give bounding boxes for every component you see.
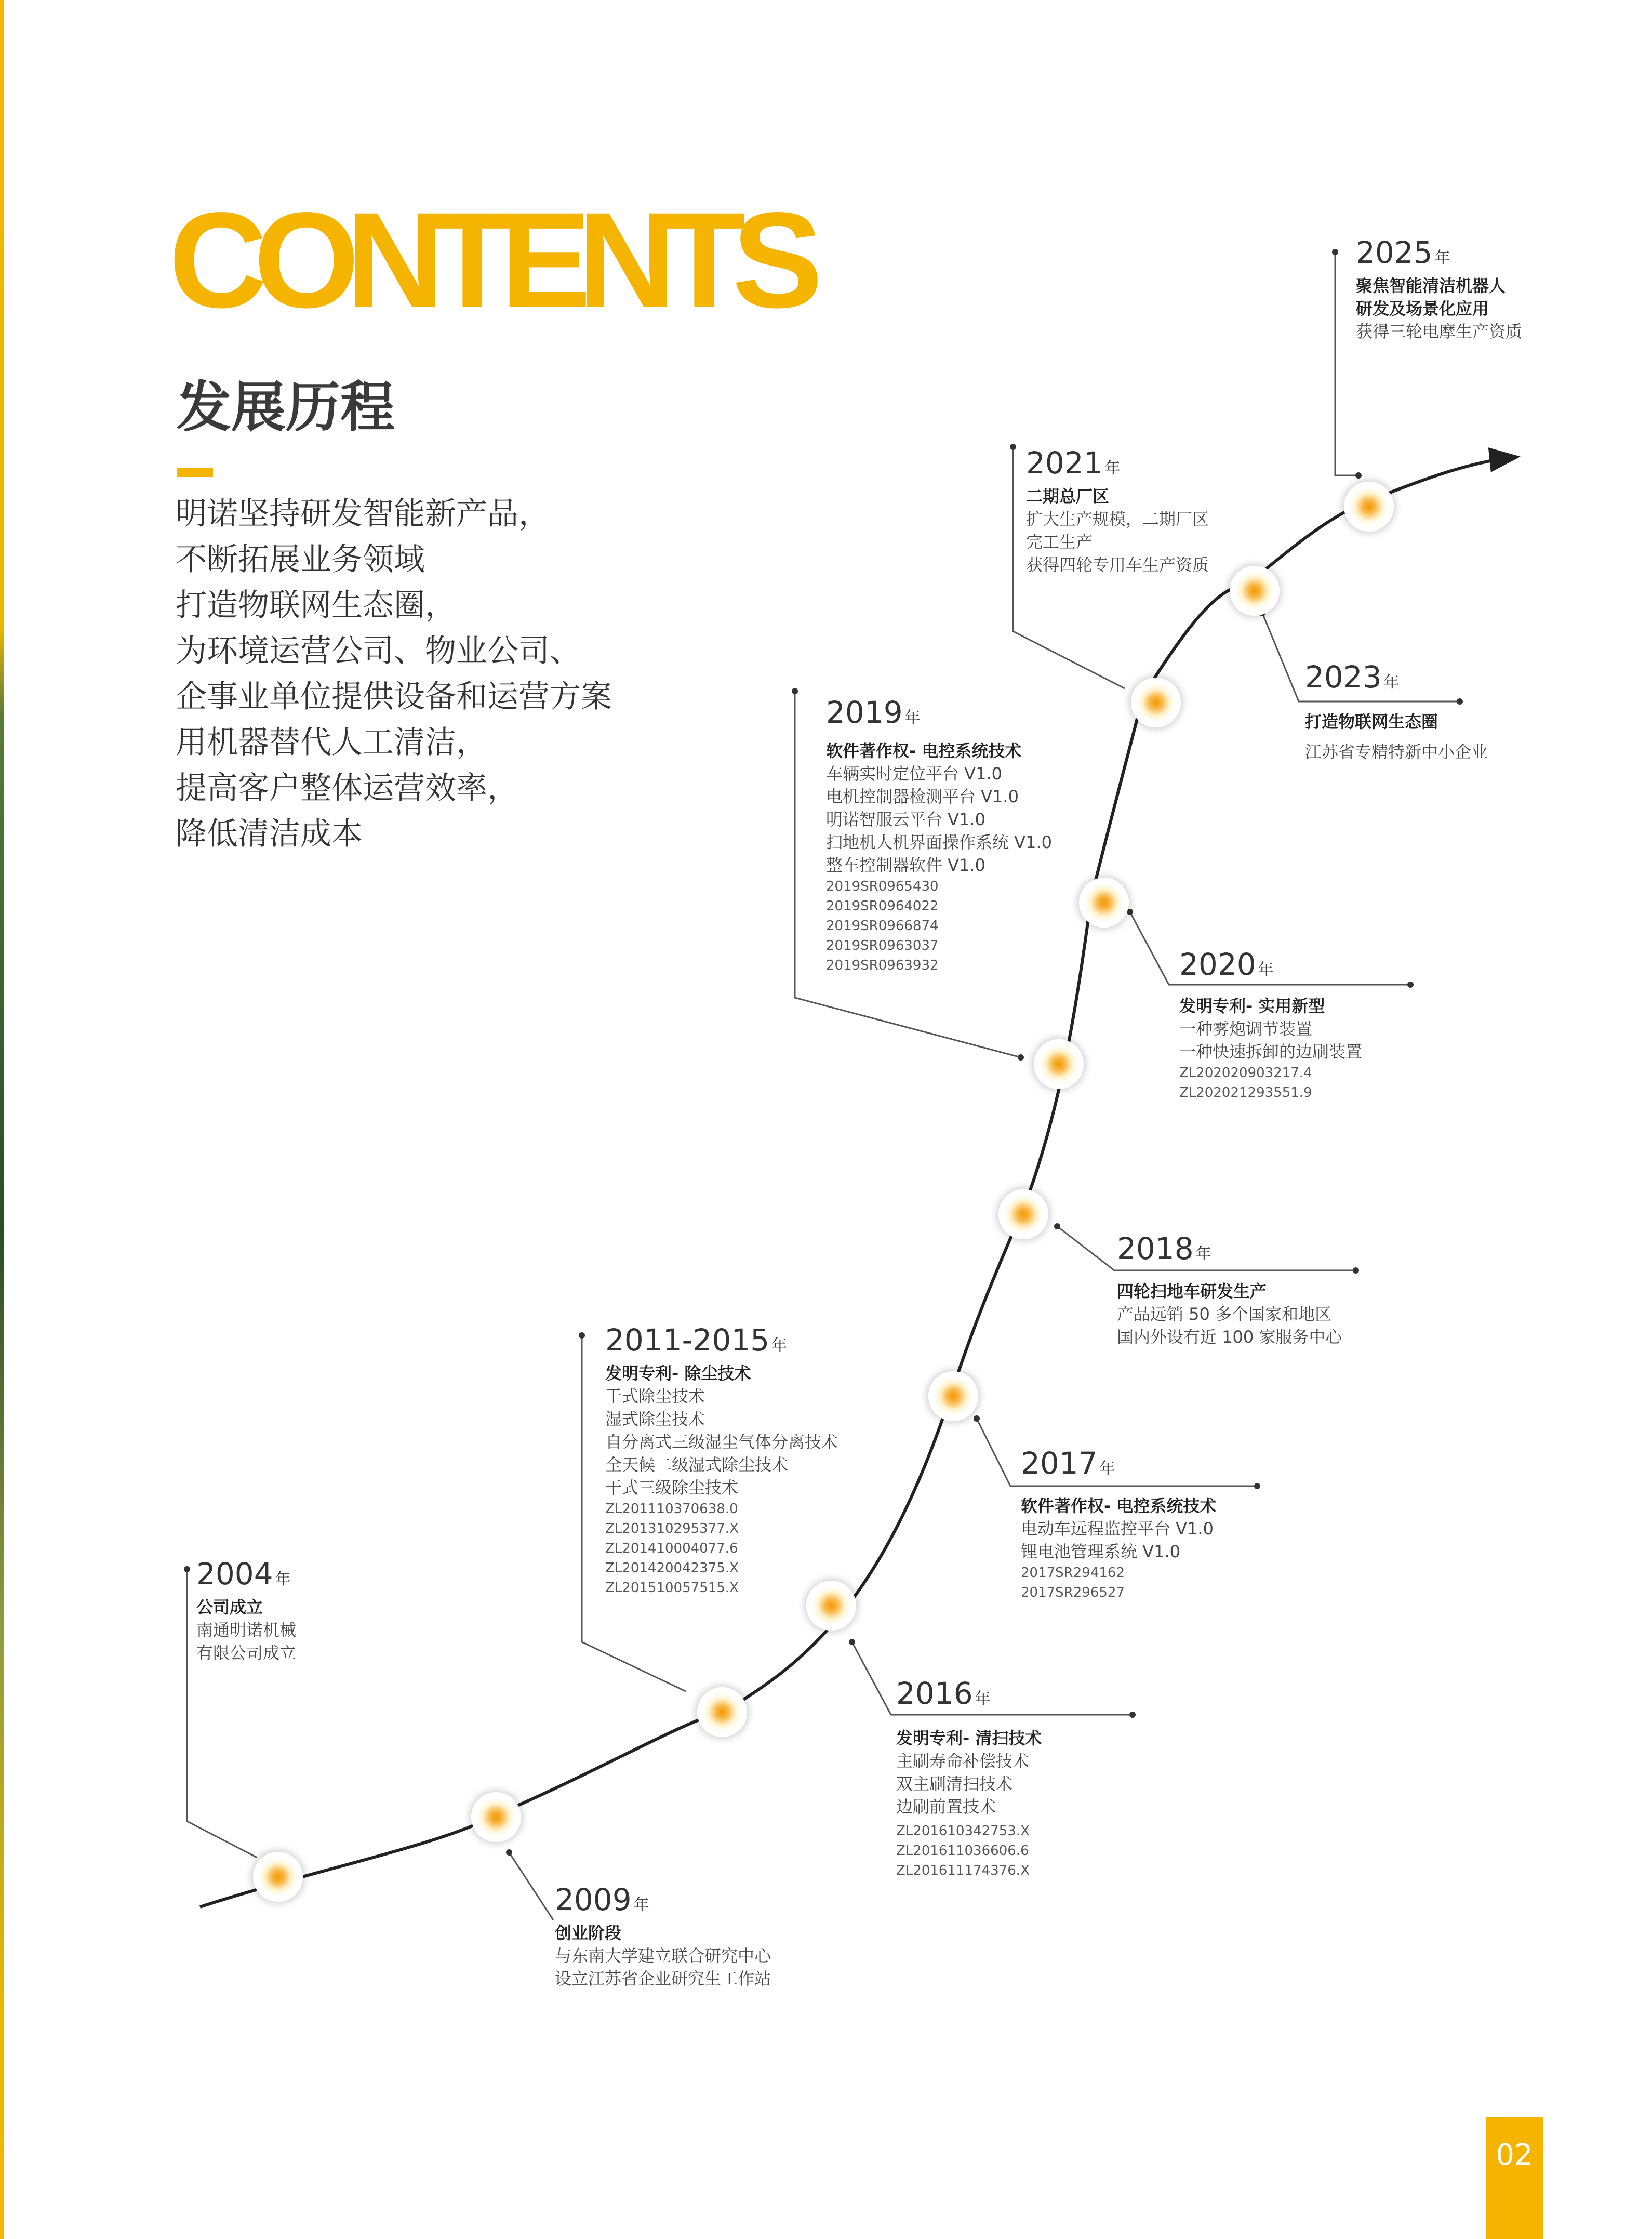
- milestone-line: 产品远销 50 多个国家和地区: [1117, 1304, 1332, 1324]
- software-code: 2019SR0964022: [826, 898, 939, 914]
- milestone-year: 2025 年: [1356, 235, 1450, 270]
- milestone-line: 获得四轮专用车生产资质: [1026, 555, 1209, 575]
- patent-code: ZL201110370638.0: [605, 1501, 738, 1517]
- milestone-line: 与东南大学建立联合研究中心: [555, 1946, 771, 1966]
- milestone-line: 全天候二级湿式除尘技术: [605, 1455, 789, 1475]
- leader-dot: [1254, 1483, 1260, 1489]
- leader-dot: [974, 1415, 980, 1422]
- milestone-line: 一种快速拆卸的边刷装置: [1179, 1042, 1363, 1062]
- milestone-2016: [896, 1677, 1042, 1880]
- milestone-line: 锂电池管理系统 V1.0: [1021, 1542, 1180, 1561]
- intro-line: 明诺坚持研发智能新产品，: [176, 496, 550, 532]
- timeline-node-2021: [1131, 678, 1181, 727]
- intro-line: 用机器替代人工清洁，: [176, 724, 487, 761]
- milestone-line: 扫地机人机界面操作系统 V1.0: [826, 832, 1052, 852]
- leader-2009: [509, 1852, 553, 1920]
- milestone-line: 获得三轮电摩生产资质: [1356, 322, 1523, 341]
- timeline-node-2018: [998, 1189, 1048, 1239]
- software-code: 2019SR0963932: [826, 958, 939, 973]
- leader-2025: [1335, 252, 1358, 475]
- page-number-tab: [1486, 2117, 1543, 2239]
- leader-dot: [1010, 444, 1016, 450]
- timeline-node-2023: [1230, 566, 1280, 616]
- leader-dot: [1018, 1054, 1024, 1061]
- milestone-2023: [1305, 661, 1488, 763]
- milestone-heading: 发明专利- 实用新型: [1179, 996, 1325, 1016]
- patent-code: ZL201420042375.X: [605, 1560, 739, 1576]
- leader-dot: [1129, 1712, 1136, 1718]
- milestone-line: 整车控制器软件 V1.0: [826, 855, 985, 875]
- milestone-line: 一种雾炮调节装置: [1179, 1019, 1313, 1039]
- patent-code: ZL201310295377.X: [605, 1521, 739, 1536]
- contents-title: CONTENTS: [169, 184, 809, 336]
- milestone-2020: [1179, 948, 1362, 1103]
- milestone-heading: 聚焦智能清洁机器人: [1356, 276, 1506, 296]
- patent-code: 2017SR294162: [1021, 1565, 1125, 1581]
- software-code: 2019SR0965430: [826, 879, 939, 894]
- patent-code: ZL201611036606.6: [896, 1843, 1029, 1859]
- section-title: 发展历程: [177, 376, 395, 439]
- milestone-line: 双主刷清扫技术: [896, 1774, 1013, 1794]
- milestone-year: 2020 年: [1179, 947, 1274, 982]
- timeline-node-2017: [928, 1371, 978, 1421]
- milestone-heading: 二期总厂区: [1026, 486, 1110, 506]
- milestone-heading: 四轮扫地车研发生产: [1117, 1281, 1267, 1301]
- milestone-2009: [555, 1884, 771, 1990]
- leader-dot: [1353, 1267, 1359, 1274]
- milestone-heading: 软件著作权- 电控系统技术: [1021, 1496, 1217, 1516]
- milestone-line: 南通明诺机械: [196, 1620, 297, 1640]
- leader-dot: [1054, 1223, 1060, 1229]
- milestone-year: 2023 年: [1305, 659, 1400, 695]
- milestone-line: 江苏省专精特新中小企业: [1305, 742, 1488, 762]
- milestone-2011-2015: [605, 1324, 838, 1598]
- milestone-year: 2016 年: [896, 1676, 991, 1711]
- leader-dot: [792, 688, 798, 694]
- software-code: 2019SR0963037: [826, 938, 939, 953]
- milestone-line: 干式三级除尘技术: [605, 1478, 739, 1498]
- timeline-node-2025: [1344, 482, 1394, 532]
- timeline-node-2004: [253, 1852, 303, 1902]
- software-code: 2019SR0966874: [826, 918, 939, 934]
- milestone-line: 明诺智服云平台 V1.0: [826, 810, 985, 829]
- milestone-heading: 研发及场景化应用: [1356, 299, 1489, 319]
- leader-dot: [1355, 472, 1362, 479]
- patent-code: 2017SR296527: [1021, 1585, 1125, 1600]
- milestone-2004: [196, 1558, 296, 1664]
- patent-code: ZL201510057515.X: [605, 1580, 739, 1596]
- milestone-line: 国内外设有近 100 家服务中心: [1117, 1327, 1342, 1347]
- milestone-year: 2021 年: [1026, 445, 1121, 481]
- milestone-line: 干式除尘技术: [605, 1386, 705, 1406]
- patent-code: ZL202020903217.4: [1179, 1065, 1312, 1081]
- milestone-2019: [826, 696, 1052, 975]
- milestone-line: 电动车远程监控平台 V1.0: [1021, 1519, 1214, 1539]
- timeline-node-2009: [471, 1792, 521, 1842]
- milestone-line: 完工生产: [1026, 532, 1093, 552]
- milestone-2025: [1356, 236, 1522, 343]
- page-number: 02: [1496, 2138, 1533, 2172]
- leader-dot: [1407, 982, 1414, 988]
- timeline-node-2020: [1079, 878, 1129, 928]
- milestone-heading: 公司成立: [196, 1597, 263, 1617]
- milestone-year: 2019 年: [826, 695, 921, 730]
- leader-dot: [184, 1566, 190, 1572]
- milestone-year: 2018 年: [1117, 1231, 1211, 1266]
- leader-dot: [849, 1639, 855, 1645]
- milestone-year: 2009 年: [555, 1882, 649, 1917]
- milestone-line: 扩大生产规模，二期厂区: [1026, 509, 1209, 529]
- intro-line: 打造物联网生态圈，: [176, 587, 456, 624]
- intro-line: 不断拓展业务领域: [176, 541, 425, 578]
- intro-line: 为环境运营公司、物业公司、: [176, 633, 581, 669]
- intro-line: 降低清洁成本: [176, 816, 363, 852]
- milestone-2021: [1026, 447, 1209, 576]
- milestone-2017: [1021, 1447, 1216, 1602]
- milestone-line: 电机控制器检测平台 V1.0: [826, 787, 1019, 806]
- milestone-year: 2004 年: [196, 1556, 291, 1592]
- milestone-2018: [1117, 1233, 1342, 1348]
- milestone-year: 2017 年: [1021, 1446, 1115, 1481]
- milestone-heading: 发明专利- 清扫技术: [896, 1728, 1042, 1748]
- timeline-node-2011: [697, 1687, 747, 1737]
- milestone-line: 主刷寿命补偿技术: [896, 1751, 1030, 1771]
- milestone-heading: 打造物联网生态圈: [1305, 712, 1438, 732]
- intro-line: 企事业单位提供设备和运营方案: [176, 679, 612, 715]
- milestone-heading: 发明专利- 除尘技术: [605, 1363, 751, 1383]
- patent-code: ZL202021293551.9: [1179, 1085, 1312, 1101]
- milestone-heading: 软件著作权- 电控系统技术: [826, 741, 1022, 761]
- milestone-line: 湿式除尘技术: [605, 1409, 705, 1429]
- leader-dot: [1332, 249, 1338, 255]
- milestone-line: 自分离式三级湿尘气体分离技术: [605, 1432, 838, 1452]
- milestone-year: 2011-2015 年: [605, 1322, 788, 1358]
- milestone-line: 车辆实时定位平台 V1.0: [826, 764, 1002, 784]
- leader-dot: [506, 1849, 512, 1856]
- timeline-node-2019: [1034, 1039, 1084, 1089]
- intro-line: 提高客户整体运营效率，: [176, 770, 518, 806]
- patent-code: ZL201610342753.X: [896, 1823, 1030, 1839]
- milestone-line: 有限公司成立: [196, 1643, 297, 1663]
- milestone-line: 设立江苏省企业研究生工作站: [555, 1969, 771, 1989]
- milestone-line: 边刷前置技术: [896, 1797, 996, 1817]
- leader-dot: [579, 1332, 585, 1339]
- milestone-heading: 创业阶段: [555, 1923, 622, 1943]
- patent-code: ZL201611174376.X: [896, 1863, 1030, 1878]
- patent-code: ZL201410004077.6: [605, 1541, 738, 1556]
